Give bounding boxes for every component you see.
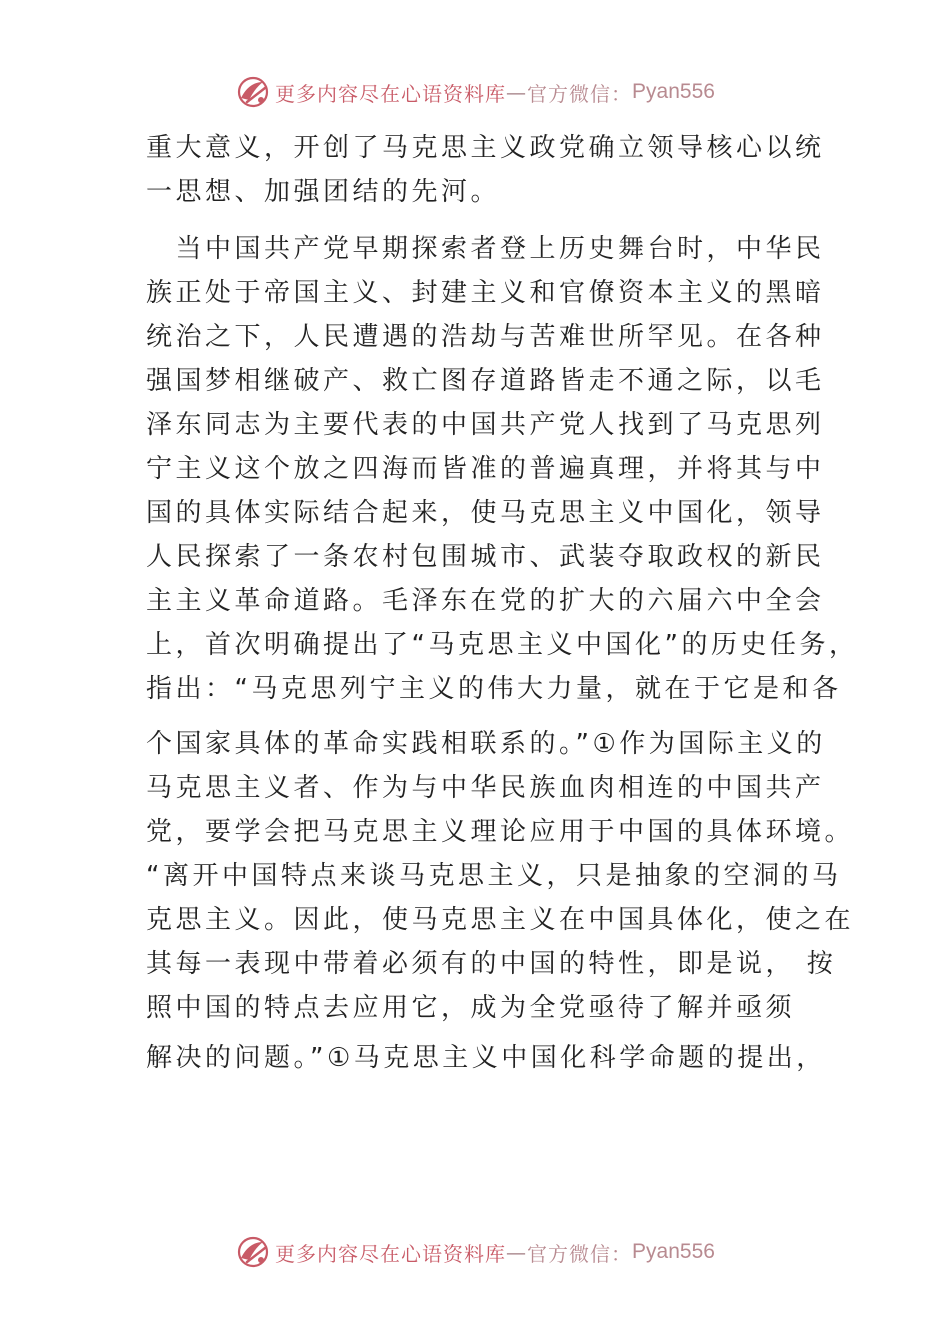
text-line: 强国梦相继破产、救亡图存道路皆走不通之际，以毛 <box>146 366 825 396</box>
text-line: 统治之下，人民遭遇的浩劫与苦难世所罕见。在各种 <box>146 322 825 352</box>
text-line: 泽东同志为主要代表的中国共产党人找到了马克思列 <box>146 410 825 440</box>
header-brand: 更多内容尽在心语资料库 <box>275 81 507 106</box>
seal-logo-icon <box>235 74 271 110</box>
header-watermark <box>0 72 950 112</box>
text-line: 其每一表现中带着必须有的中国的特性，即是说， 按 <box>146 949 837 979</box>
header-separator: — <box>506 80 528 104</box>
text-line: 人民探索了一条农村包围城市、武装夺取政权的新民 <box>146 542 825 572</box>
text-line: 国的具体实际结合起来，使马克思主义中国化，领导 <box>146 498 825 528</box>
text-line: 照中国的特点去应用它，成为全党亟待了解并亟须 <box>146 993 796 1023</box>
document-body <box>146 126 859 1080</box>
text-line: 上，首次明确提出了“马克思主义中国化”的历史任务， <box>146 630 859 660</box>
text-line: 重大意义，开创了马克思主义政党确立领导核心以统 <box>146 133 825 163</box>
text-line: 指出：“马克思列宁主义的伟大力量，就在于它是和各 <box>146 674 842 704</box>
text-line: 解决的问题。”①马克思主义中国化科学命题的提出， <box>146 1043 826 1073</box>
footer-separator: — <box>506 1240 528 1264</box>
footer-wechat-id: Pyan556 <box>632 1240 715 1263</box>
text-line: 党，要学会把马克思主义理论应用于中国的具体环境。 <box>146 817 855 847</box>
header-wechat-label: 官方微信： <box>527 81 633 106</box>
footer-brand: 更多内容尽在心语资料库 <box>275 1241 507 1266</box>
text-line: 个国家具体的革命实践相联系的。”①作为国际主义的 <box>146 729 826 759</box>
footer-wechat-label: 官方微信： <box>527 1241 633 1266</box>
text-line: 宁主义这个放之四海而皆准的普遍真理，并将其与中 <box>146 454 825 484</box>
text-line: 马克思主义者、作为与中华民族血肉相连的中国共产 <box>146 773 825 803</box>
text-line: 一思想、加强团结的先河。 <box>146 177 501 207</box>
text-line: 主主义革命道路。毛泽东在党的扩大的六届六中全会 <box>146 586 825 616</box>
text-line: 当中国共产党早期探索者登上历史舞台时，中华民 <box>146 234 825 264</box>
seal-logo-icon <box>235 1234 271 1270</box>
text-line: “离开中国特点来谈马克思主义，只是抽象的空洞的马 <box>146 861 842 891</box>
text-line: 克思主义。因此，使马克思主义在中国具体化，使之在 <box>146 905 855 935</box>
header-wechat-id: Pyan556 <box>632 80 715 103</box>
footer-watermark <box>0 1232 950 1272</box>
text-line: 族正处于帝国主义、封建主义和官僚资本主义的黑暗 <box>146 278 825 308</box>
